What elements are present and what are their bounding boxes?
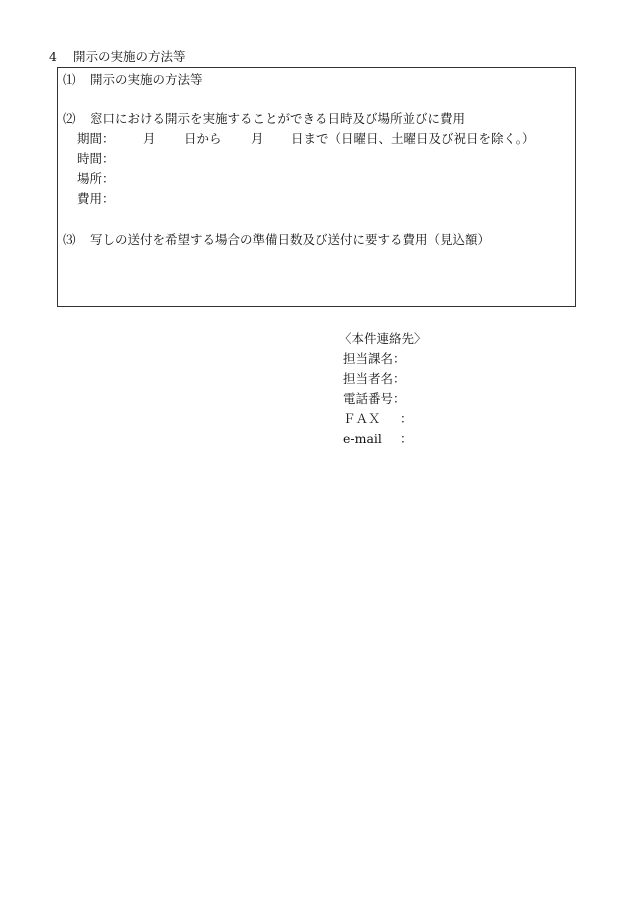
period-day-from: 日から (184, 131, 222, 146)
item-3-text: 写しの送付を希望する場合の準備日数及び送付に要する費用（見込額） (90, 232, 491, 247)
fee-label: 費用： (77, 191, 115, 206)
fee-row (77, 193, 115, 206)
item-1 (63, 74, 203, 87)
item-3 (63, 234, 490, 247)
contact-fax-colon: ： (400, 411, 413, 426)
period-month-2: 月 (251, 131, 264, 146)
item-2 (63, 113, 465, 126)
contact-dept-label: 担当課名： (343, 351, 406, 366)
contact-mail-label: e-mail (343, 431, 382, 446)
item-1-mark: ⑴ (63, 72, 76, 87)
item-2-mark: ⑵ (63, 111, 76, 126)
item-1-text: 開示の実施の方法等 (90, 72, 203, 87)
contact-mail-row (343, 433, 413, 446)
time-label: 時間： (77, 151, 115, 166)
period-day-to: 日まで（日曜日、土曜日及び祝日を除く。） (291, 131, 535, 146)
contact-fax-row (343, 413, 413, 426)
section-heading (49, 51, 186, 64)
time-row (77, 153, 115, 166)
period-month-1: 月 (143, 131, 156, 146)
place-row (77, 173, 115, 186)
contact-fax-label: ＦＡＸ (343, 411, 381, 426)
contact-person-label: 担当者名： (343, 371, 406, 386)
period-label: 期間： (77, 131, 115, 146)
contact-dept-row (343, 353, 406, 366)
contact-phone-row (343, 393, 406, 406)
item-2-text: 窓口における開示を実施することができる日時及び場所並びに費用 (90, 111, 466, 126)
contact-phone-label: 電話番号： (343, 391, 406, 406)
item-3-mark: ⑶ (63, 232, 76, 247)
section-number: 4 (49, 49, 57, 64)
contact-mail-colon: ： (400, 431, 413, 446)
section-title: 開示の実施の方法等 (73, 49, 186, 64)
disclosure-method-box (57, 67, 576, 307)
place-label: 場所： (77, 171, 115, 186)
contact-person-row (343, 373, 406, 386)
contact-title: 〈本件連絡先〉 (339, 331, 427, 346)
